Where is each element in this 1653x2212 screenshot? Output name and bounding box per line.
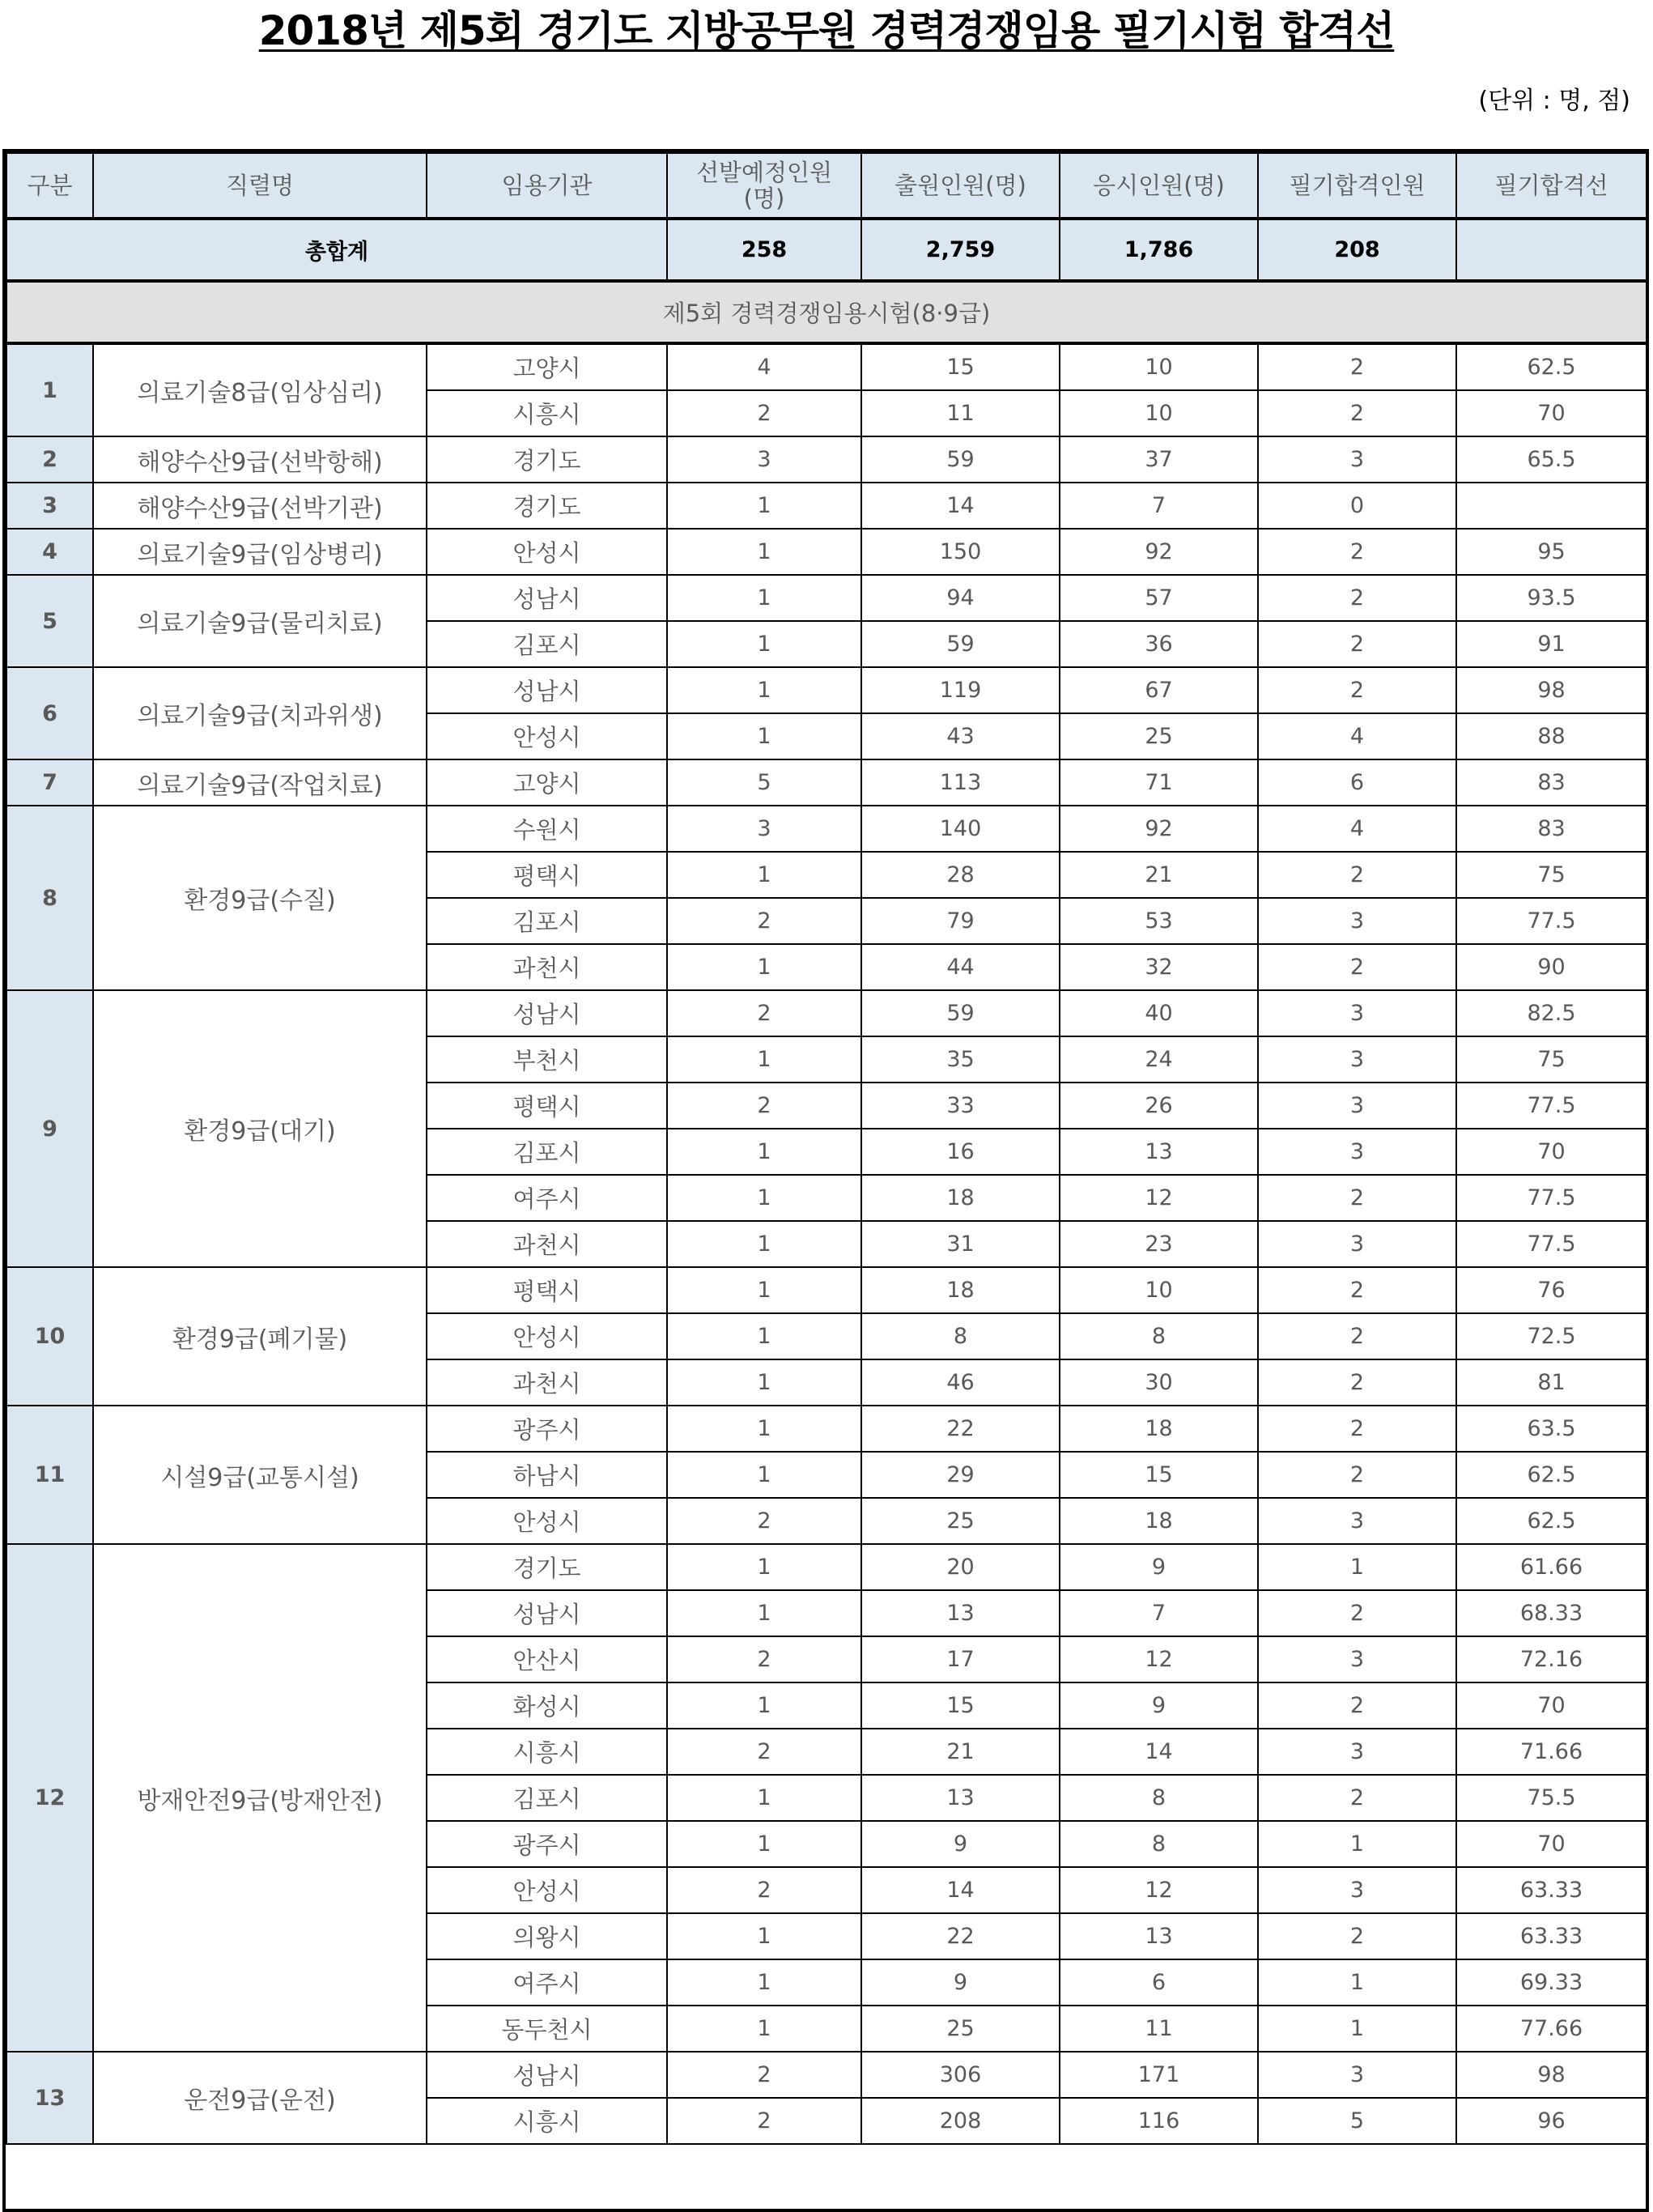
- cutoff-cell: 82.5: [1456, 990, 1647, 1036]
- planned-cell: 1: [667, 1590, 861, 1636]
- agency-cell: 경기도: [427, 483, 667, 529]
- attended-cell: 8: [1060, 1313, 1258, 1359]
- passed-cell: 2: [1258, 1682, 1456, 1729]
- cutoff-cell: 69.33: [1456, 1959, 1647, 2006]
- passed-cell: 2: [1258, 1175, 1456, 1221]
- agency-cell: 안성시: [427, 529, 667, 575]
- agency-cell: 김포시: [427, 1129, 667, 1175]
- applied-cell: 59: [861, 621, 1060, 667]
- agency-cell: 고양시: [427, 343, 667, 390]
- passed-cell: 2: [1258, 390, 1456, 436]
- cutoff-cell: 91: [1456, 621, 1647, 667]
- table-row: [6, 1406, 1647, 1452]
- job-series-cell: 방재안전9급(방재안전): [93, 1544, 427, 2052]
- results-table: [6, 152, 1647, 2145]
- cutoff-cell: 77.5: [1456, 898, 1647, 944]
- cutoff-cell: 68.33: [1456, 1590, 1647, 1636]
- attended-cell: 37: [1060, 436, 1258, 483]
- applied-cell: 21: [861, 1729, 1060, 1775]
- planned-cell: 1: [667, 1682, 861, 1729]
- planned-cell: 1: [667, 1036, 861, 1083]
- attended-cell: 13: [1060, 1913, 1258, 1959]
- agency-cell: 수원시: [427, 806, 667, 852]
- attended-cell: 8: [1060, 1775, 1258, 1821]
- attended-cell: 171: [1060, 2052, 1258, 2098]
- cutoff-cell: 98: [1456, 667, 1647, 713]
- job-series-cell: 해양수산9급(선박항해): [93, 436, 427, 483]
- header-passed: 필기합격인원: [1258, 153, 1456, 219]
- attended-cell: 7: [1060, 1590, 1258, 1636]
- passed-cell: 2: [1258, 944, 1456, 990]
- passed-cell: 2: [1258, 1452, 1456, 1498]
- passed-cell: 3: [1258, 436, 1456, 483]
- applied-cell: 79: [861, 898, 1060, 944]
- attended-cell: 40: [1060, 990, 1258, 1036]
- agency-cell: 과천시: [427, 944, 667, 990]
- attended-cell: 12: [1060, 1636, 1258, 1682]
- row-number: 13: [6, 2052, 93, 2144]
- applied-cell: 14: [861, 483, 1060, 529]
- applied-cell: 46: [861, 1359, 1060, 1406]
- agency-cell: 경기도: [427, 436, 667, 483]
- total-label: 총합계: [6, 219, 667, 281]
- cutoff-cell: 62.5: [1456, 1498, 1647, 1544]
- header-attended: 응시인원(명): [1060, 153, 1258, 219]
- table-row: [6, 575, 1647, 621]
- header-row: [6, 153, 1647, 219]
- passed-cell: 1: [1258, 2006, 1456, 2052]
- results-table-container: [2, 149, 1649, 2212]
- attended-cell: 116: [1060, 2098, 1258, 2144]
- applied-cell: 13: [861, 1775, 1060, 1821]
- job-series-cell: 환경9급(수질): [93, 806, 427, 990]
- passed-cell: 4: [1258, 806, 1456, 852]
- passed-cell: 2: [1258, 1913, 1456, 1959]
- planned-cell: 1: [667, 1775, 861, 1821]
- agency-cell: 경기도: [427, 1544, 667, 1590]
- planned-cell: 2: [667, 990, 861, 1036]
- agency-cell: 하남시: [427, 1452, 667, 1498]
- applied-cell: 20: [861, 1544, 1060, 1590]
- cutoff-cell: 70: [1456, 390, 1647, 436]
- cutoff-cell: 77.5: [1456, 1175, 1647, 1221]
- applied-cell: 119: [861, 667, 1060, 713]
- applied-cell: 140: [861, 806, 1060, 852]
- passed-cell: 5: [1258, 2098, 1456, 2144]
- applied-cell: 22: [861, 1913, 1060, 1959]
- attended-cell: 8: [1060, 1821, 1258, 1867]
- passed-cell: 2: [1258, 575, 1456, 621]
- page-title: 2018년 제5회 경기도 지방공무원 경력경쟁임용 필기시험 합격선: [258, 7, 1395, 54]
- applied-cell: 13: [861, 1590, 1060, 1636]
- passed-cell: 3: [1258, 990, 1456, 1036]
- cutoff-cell: 83: [1456, 759, 1647, 806]
- agency-cell: 평택시: [427, 852, 667, 898]
- applied-cell: 25: [861, 2006, 1060, 2052]
- planned-cell: 1: [667, 667, 861, 713]
- table-row: [6, 2052, 1647, 2098]
- cutoff-cell: 75.5: [1456, 1775, 1647, 1821]
- passed-cell: 2: [1258, 1359, 1456, 1406]
- applied-cell: 306: [861, 2052, 1060, 2098]
- cutoff-cell: 61.66: [1456, 1544, 1647, 1590]
- attended-cell: 15: [1060, 1452, 1258, 1498]
- cutoff-cell: 96: [1456, 2098, 1647, 2144]
- applied-cell: 28: [861, 852, 1060, 898]
- row-number: 5: [6, 575, 93, 667]
- passed-cell: 2: [1258, 343, 1456, 390]
- attended-cell: 6: [1060, 1959, 1258, 2006]
- header-planned: 선발예정인원(명): [667, 153, 861, 219]
- agency-cell: 시흥시: [427, 1729, 667, 1775]
- attended-cell: 57: [1060, 575, 1258, 621]
- applied-cell: 94: [861, 575, 1060, 621]
- cutoff-cell: 62.5: [1456, 1452, 1647, 1498]
- planned-cell: 2: [667, 390, 861, 436]
- planned-cell: 2: [667, 1729, 861, 1775]
- attended-cell: 12: [1060, 1867, 1258, 1913]
- agency-cell: 평택시: [427, 1083, 667, 1129]
- attended-cell: 10: [1060, 1267, 1258, 1313]
- agency-cell: 동두천시: [427, 2006, 667, 2052]
- attended-cell: 7: [1060, 483, 1258, 529]
- attended-cell: 30: [1060, 1359, 1258, 1406]
- cutoff-cell: 63.33: [1456, 1913, 1647, 1959]
- applied-cell: 15: [861, 1682, 1060, 1729]
- attended-cell: 25: [1060, 713, 1258, 759]
- attended-cell: 9: [1060, 1544, 1258, 1590]
- table-row: [6, 1544, 1647, 1590]
- cutoff-cell: 77.5: [1456, 1221, 1647, 1267]
- table-row: [6, 483, 1647, 529]
- planned-cell: 1: [667, 1129, 861, 1175]
- header-cutoff: 필기합격선: [1456, 153, 1647, 219]
- cutoff-cell: 72.5: [1456, 1313, 1647, 1359]
- total-passed: 208: [1258, 219, 1456, 281]
- attended-cell: 23: [1060, 1221, 1258, 1267]
- cutoff-cell: 77.5: [1456, 1083, 1647, 1129]
- passed-cell: 3: [1258, 1129, 1456, 1175]
- planned-cell: 3: [667, 806, 861, 852]
- cutoff-cell: 72.16: [1456, 1636, 1647, 1682]
- row-number: 1: [6, 343, 93, 436]
- applied-cell: 22: [861, 1406, 1060, 1452]
- passed-cell: 2: [1258, 1775, 1456, 1821]
- passed-cell: 1: [1258, 1544, 1456, 1590]
- planned-cell: 1: [667, 944, 861, 990]
- cutoff-cell: 63.33: [1456, 1867, 1647, 1913]
- applied-cell: 44: [861, 944, 1060, 990]
- attended-cell: 13: [1060, 1129, 1258, 1175]
- passed-cell: 2: [1258, 1313, 1456, 1359]
- applied-cell: 8: [861, 1313, 1060, 1359]
- agency-cell: 광주시: [427, 1406, 667, 1452]
- attended-cell: 9: [1060, 1682, 1258, 1729]
- total-cutoff: [1456, 219, 1647, 281]
- planned-cell: 1: [667, 852, 861, 898]
- passed-cell: 2: [1258, 1590, 1456, 1636]
- applied-cell: 35: [861, 1036, 1060, 1083]
- table-row: [6, 806, 1647, 852]
- agency-cell: 과천시: [427, 1221, 667, 1267]
- row-number: 2: [6, 436, 93, 483]
- attended-cell: 92: [1060, 529, 1258, 575]
- agency-cell: 시흥시: [427, 390, 667, 436]
- planned-cell: 4: [667, 343, 861, 390]
- planned-cell: 1: [667, 1267, 861, 1313]
- applied-cell: 33: [861, 1083, 1060, 1129]
- agency-cell: 고양시: [427, 759, 667, 806]
- agency-cell: 광주시: [427, 1821, 667, 1867]
- cutoff-cell: 93.5: [1456, 575, 1647, 621]
- passed-cell: 3: [1258, 2052, 1456, 2098]
- passed-cell: 3: [1258, 1498, 1456, 1544]
- attended-cell: 53: [1060, 898, 1258, 944]
- attended-cell: 92: [1060, 806, 1258, 852]
- attended-cell: 11: [1060, 2006, 1258, 2052]
- attended-cell: 14: [1060, 1729, 1258, 1775]
- applied-cell: 59: [861, 436, 1060, 483]
- section-row: [6, 281, 1647, 343]
- section-title: 제5회 경력경쟁임용시험(8·9급): [6, 281, 1647, 343]
- agency-cell: 시흥시: [427, 2098, 667, 2144]
- unit-note: (단위 : 명, 점): [1478, 87, 1630, 115]
- job-series-cell: 시설9급(교통시설): [93, 1406, 427, 1544]
- attended-cell: 26: [1060, 1083, 1258, 1129]
- job-series-cell: 의료기술9급(작업치료): [93, 759, 427, 806]
- attended-cell: 36: [1060, 621, 1258, 667]
- agency-cell: 성남시: [427, 990, 667, 1036]
- passed-cell: 2: [1258, 621, 1456, 667]
- agency-cell: 김포시: [427, 898, 667, 944]
- planned-cell: 1: [667, 1544, 861, 1590]
- row-number: 9: [6, 990, 93, 1267]
- agency-cell: 안성시: [427, 1498, 667, 1544]
- cutoff-cell: 76: [1456, 1267, 1647, 1313]
- planned-cell: 1: [667, 575, 861, 621]
- planned-cell: 1: [667, 621, 861, 667]
- passed-cell: 6: [1258, 759, 1456, 806]
- cutoff-cell: 98: [1456, 2052, 1647, 2098]
- cutoff-cell: 70: [1456, 1682, 1647, 1729]
- attended-cell: 32: [1060, 944, 1258, 990]
- planned-cell: 2: [667, 1498, 861, 1544]
- cutoff-cell: 77.66: [1456, 2006, 1647, 2052]
- job-series-cell: 의료기술8급(임상심리): [93, 343, 427, 436]
- applied-cell: 31: [861, 1221, 1060, 1267]
- planned-cell: 1: [667, 1452, 861, 1498]
- planned-cell: 1: [667, 1959, 861, 2006]
- table-row: [6, 436, 1647, 483]
- attended-cell: 12: [1060, 1175, 1258, 1221]
- job-series-cell: 해양수산9급(선박기관): [93, 483, 427, 529]
- agency-cell: 의왕시: [427, 1913, 667, 1959]
- applied-cell: 25: [861, 1498, 1060, 1544]
- agency-cell: 성남시: [427, 667, 667, 713]
- cutoff-cell: 75: [1456, 852, 1647, 898]
- applied-cell: 18: [861, 1175, 1060, 1221]
- passed-cell: 3: [1258, 1867, 1456, 1913]
- applied-cell: 17: [861, 1636, 1060, 1682]
- agency-cell: 안성시: [427, 713, 667, 759]
- cutoff-cell: 63.5: [1456, 1406, 1647, 1452]
- cutoff-cell: 81: [1456, 1359, 1647, 1406]
- planned-cell: 1: [667, 1221, 861, 1267]
- row-number: 12: [6, 1544, 93, 2052]
- agency-cell: 과천시: [427, 1359, 667, 1406]
- total-row: [6, 219, 1647, 281]
- planned-cell: 2: [667, 2098, 861, 2144]
- applied-cell: 15: [861, 343, 1060, 390]
- passed-cell: 2: [1258, 852, 1456, 898]
- row-number: 7: [6, 759, 93, 806]
- agency-cell: 김포시: [427, 621, 667, 667]
- header-job-series: 직렬명: [93, 153, 427, 219]
- table-row: [6, 343, 1647, 390]
- planned-cell: 1: [667, 1406, 861, 1452]
- passed-cell: 3: [1258, 898, 1456, 944]
- cutoff-cell: 71.66: [1456, 1729, 1647, 1775]
- passed-cell: 4: [1258, 713, 1456, 759]
- agency-cell: 김포시: [427, 1775, 667, 1821]
- cutoff-cell: 70: [1456, 1821, 1647, 1867]
- agency-cell: 성남시: [427, 2052, 667, 2098]
- planned-cell: 1: [667, 1913, 861, 1959]
- planned-cell: 2: [667, 1083, 861, 1129]
- planned-cell: 2: [667, 1636, 861, 1682]
- agency-cell: 평택시: [427, 1267, 667, 1313]
- data-rows: [6, 343, 1647, 2144]
- attended-cell: 24: [1060, 1036, 1258, 1083]
- row-number: 11: [6, 1406, 93, 1544]
- header-agency: 임용기관: [427, 153, 667, 219]
- attended-cell: 67: [1060, 667, 1258, 713]
- planned-cell: 1: [667, 1821, 861, 1867]
- agency-cell: 안성시: [427, 1867, 667, 1913]
- passed-cell: 3: [1258, 1636, 1456, 1682]
- agency-cell: 여주시: [427, 1175, 667, 1221]
- applied-cell: 16: [861, 1129, 1060, 1175]
- applied-cell: 18: [861, 1267, 1060, 1313]
- row-number: 3: [6, 483, 93, 529]
- table-row: [6, 1267, 1647, 1313]
- row-number: 10: [6, 1267, 93, 1406]
- table-row: [6, 529, 1647, 575]
- passed-cell: 1: [1258, 1821, 1456, 1867]
- cutoff-cell: 75: [1456, 1036, 1647, 1083]
- applied-cell: 150: [861, 529, 1060, 575]
- passed-cell: 2: [1258, 1406, 1456, 1452]
- passed-cell: 3: [1258, 1083, 1456, 1129]
- planned-cell: 1: [667, 483, 861, 529]
- planned-cell: 2: [667, 1867, 861, 1913]
- passed-cell: 3: [1258, 1036, 1456, 1083]
- cutoff-cell: 95: [1456, 529, 1647, 575]
- header-applied: 출원인원(명): [861, 153, 1060, 219]
- applied-cell: 11: [861, 390, 1060, 436]
- passed-cell: 3: [1258, 1729, 1456, 1775]
- cutoff-cell: 62.5: [1456, 343, 1647, 390]
- planned-cell: 1: [667, 1313, 861, 1359]
- passed-cell: 3: [1258, 1221, 1456, 1267]
- agency-cell: 여주시: [427, 1959, 667, 2006]
- cutoff-cell: 83: [1456, 806, 1647, 852]
- attended-cell: 18: [1060, 1498, 1258, 1544]
- total-applied: 2,759: [861, 219, 1060, 281]
- attended-cell: 10: [1060, 390, 1258, 436]
- applied-cell: 59: [861, 990, 1060, 1036]
- agency-cell: 성남시: [427, 1590, 667, 1636]
- passed-cell: 0: [1258, 483, 1456, 529]
- planned-cell: 1: [667, 1359, 861, 1406]
- row-number: 6: [6, 667, 93, 759]
- table-row: [6, 667, 1647, 713]
- cutoff-cell: 70: [1456, 1129, 1647, 1175]
- planned-cell: 1: [667, 529, 861, 575]
- job-series-cell: 의료기술9급(임상병리): [93, 529, 427, 575]
- planned-cell: 3: [667, 436, 861, 483]
- row-number: 8: [6, 806, 93, 990]
- planned-cell: 2: [667, 898, 861, 944]
- attended-cell: 10: [1060, 343, 1258, 390]
- passed-cell: 1: [1258, 1959, 1456, 2006]
- cutoff-cell: 65.5: [1456, 436, 1647, 483]
- total-planned: 258: [667, 219, 861, 281]
- agency-cell: 화성시: [427, 1682, 667, 1729]
- planned-cell: 1: [667, 713, 861, 759]
- applied-cell: 9: [861, 1959, 1060, 2006]
- cutoff-cell: [1456, 483, 1647, 529]
- applied-cell: 9: [861, 1821, 1060, 1867]
- cutoff-cell: 88: [1456, 713, 1647, 759]
- table-row: [6, 759, 1647, 806]
- agency-cell: 성남시: [427, 575, 667, 621]
- passed-cell: 2: [1258, 667, 1456, 713]
- passed-cell: 2: [1258, 1267, 1456, 1313]
- applied-cell: 14: [861, 1867, 1060, 1913]
- job-series-cell: 환경9급(폐기물): [93, 1267, 427, 1406]
- attended-cell: 71: [1060, 759, 1258, 806]
- passed-cell: 2: [1258, 529, 1456, 575]
- job-series-cell: 운전9급(운전): [93, 2052, 427, 2144]
- agency-cell: 안성시: [427, 1313, 667, 1359]
- row-number: 4: [6, 529, 93, 575]
- planned-cell: 2: [667, 2052, 861, 2098]
- applied-cell: 29: [861, 1452, 1060, 1498]
- applied-cell: 113: [861, 759, 1060, 806]
- agency-cell: 안산시: [427, 1636, 667, 1682]
- job-series-cell: 의료기술9급(물리치료): [93, 575, 427, 667]
- planned-cell: 5: [667, 759, 861, 806]
- table-row: [6, 990, 1647, 1036]
- applied-cell: 208: [861, 2098, 1060, 2144]
- planned-cell: 1: [667, 2006, 861, 2052]
- header-category: 구분: [6, 153, 93, 219]
- total-attended: 1,786: [1060, 219, 1258, 281]
- agency-cell: 부천시: [427, 1036, 667, 1083]
- job-series-cell: 환경9급(대기): [93, 990, 427, 1267]
- planned-cell: 1: [667, 1175, 861, 1221]
- cutoff-cell: 90: [1456, 944, 1647, 990]
- job-series-cell: 의료기술9급(치과위생): [93, 667, 427, 759]
- attended-cell: 21: [1060, 852, 1258, 898]
- applied-cell: 43: [861, 713, 1060, 759]
- attended-cell: 18: [1060, 1406, 1258, 1452]
